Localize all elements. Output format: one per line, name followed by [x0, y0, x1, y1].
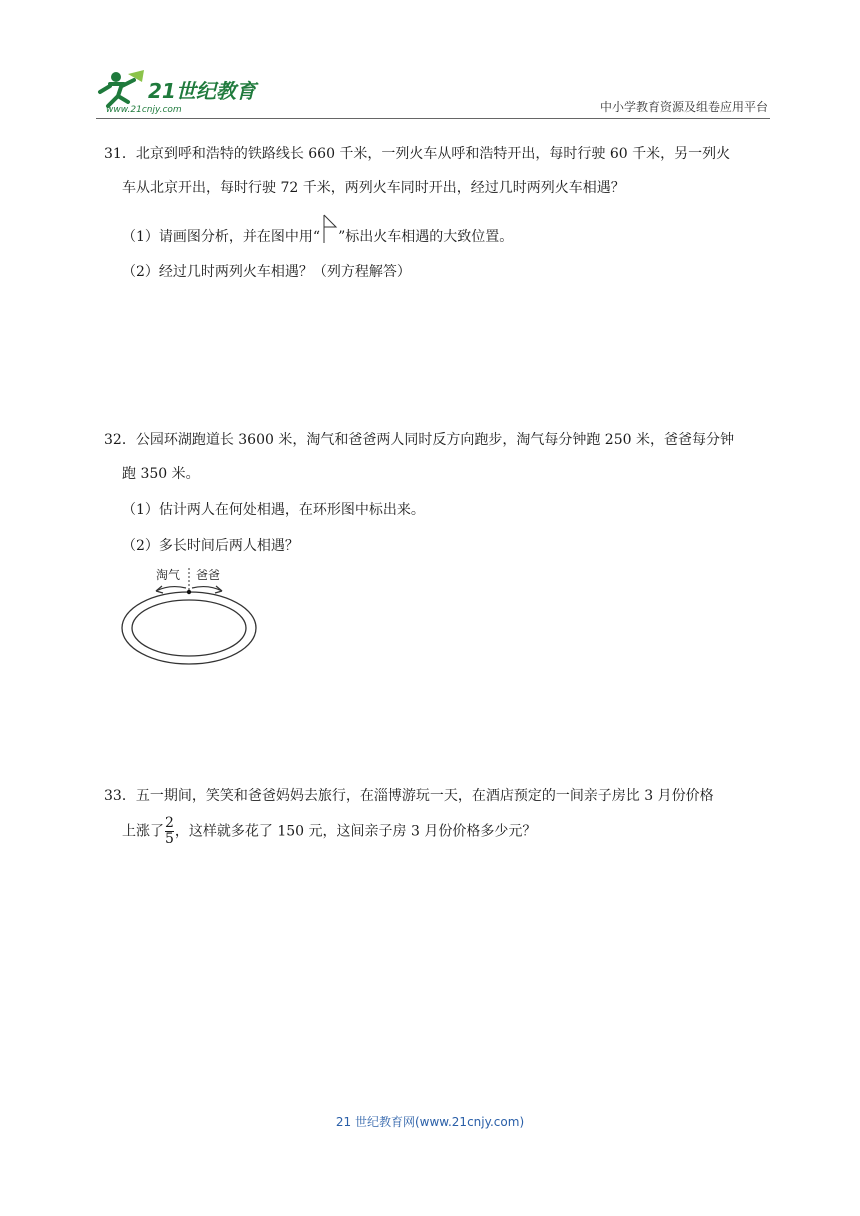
q33-line2-after: ，这样就多花了 150 元，这间亲子房 3 月份价格多少元？ — [174, 823, 537, 840]
q31-sub1-before: （1）请画图分析，并在图中用“ — [122, 229, 321, 245]
track-outer-ellipse — [122, 592, 256, 664]
logo-main-text: 21世纪教育 — [148, 79, 256, 103]
start-point — [187, 590, 191, 594]
header-divider — [96, 118, 770, 119]
q32-line2: 跑 350 米。 — [122, 466, 200, 482]
track-inner-ellipse — [132, 600, 246, 656]
q33-line1: 33．五一期间，笑笑和爸爸妈妈去旅行，在淄博游玩一天，在酒店预定的一间亲子房比 3 月份价格 — [104, 788, 714, 804]
q32-sub2: （2）多长时间后两人相遇？ — [122, 538, 299, 554]
footer-text[interactable]: 21 世纪教育网(www.21cnjy.com) — [335, 1115, 525, 1129]
q31-sub1 — [122, 226, 513, 246]
logo-sub-text: www.21cnjy.com — [106, 105, 182, 114]
q31-sub2: （2）经过几时两列火车相遇？（列方程解答） — [122, 264, 411, 280]
fraction-numerator: 2 — [165, 815, 174, 831]
q31-line2: 车从北京开出，每时行驶 72 千米，两列火车同时开出，经过几时两列火车相遇？ — [122, 180, 625, 196]
q33-line2 — [122, 816, 536, 847]
q31-sub1-after: ”标出火车相遇的大致位置。 — [338, 229, 514, 245]
fraction-denominator: 5 — [165, 831, 174, 847]
figure-label-right: 爸爸 — [196, 568, 221, 582]
q32-sub1: （1）估计两人在何处相遇，在环形图中标出来。 — [122, 502, 425, 518]
q32-line1: 32．公园环湖跑道长 3600 米，淘气和爸爸两人同时反方向跑步，淘气每分钟跑 250 米，爸爸每分钟 — [104, 432, 734, 448]
q33-line2-before: 上涨了 — [122, 823, 164, 840]
figure-label-left: 淘气 — [156, 568, 181, 582]
header-platform-text: 中小学教育资源及组卷应用平台 — [599, 100, 768, 114]
flag-icon — [320, 213, 338, 245]
runner-icon — [100, 70, 144, 106]
track-figure — [118, 564, 264, 668]
site-logo — [96, 68, 266, 114]
q31-line1: 31．北京到呼和浩特的铁路线长 660 千米，一列火车从呼和浩特开出，每时行驶 60 千米，另一列火 — [104, 146, 731, 162]
fraction — [165, 816, 174, 847]
